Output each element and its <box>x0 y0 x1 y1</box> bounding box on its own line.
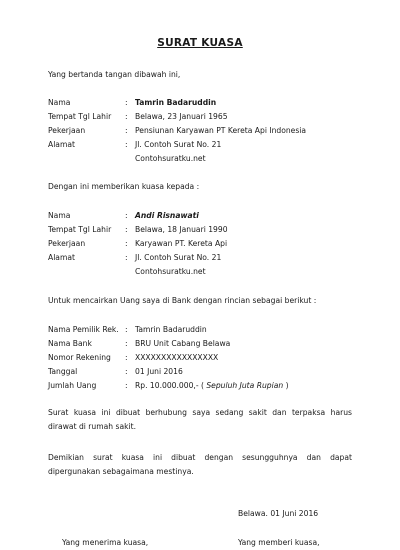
bank-name-value: BRU Unit Cabang Belawa <box>135 339 231 348</box>
amount-in-words: Sepuluh Juta Rupian <box>203 381 286 390</box>
grantor-address-value-line2: Contohsuratku.net <box>135 154 206 163</box>
amount-label: Jumlah Uang <box>48 381 97 390</box>
reason-paragraph: Surat kuasa ini dibuat berhubung saya sedang sakit dan terpaksa harus dirawat di rumah sakit. <box>48 408 352 431</box>
grantee-address-value: Jl. Contoh Surat No. 21 <box>135 253 222 262</box>
closing-paragraph: Demikian surat kuasa ini dibuat dengan sesungguhnya dan dapat dipergunakan sebagaimana mestinya. <box>48 453 352 476</box>
colon: : <box>125 126 128 135</box>
grantor-address-value: Jl. Contoh Surat No. 21 <box>135 140 222 149</box>
amount-close-paren: ) <box>285 381 289 390</box>
colon: : <box>125 140 128 149</box>
colon: : <box>125 339 128 348</box>
colon: : <box>125 253 128 262</box>
document-title: SURAT KUASA <box>157 37 243 49</box>
colon: : <box>125 325 128 334</box>
receiver-signature-label: Yang menerima kuasa, <box>62 538 149 547</box>
amount-value <box>135 381 289 391</box>
grantor-birth-value: Belawa, 23 Januari 1965 <box>135 112 228 121</box>
date-value: 01 Juni 2016 <box>135 367 183 376</box>
grantor-name-label: Nama <box>48 98 71 107</box>
account-number-value: XXXXXXXXXXXXXXXX <box>135 353 219 362</box>
grantee-name-value: Andi Risnawati <box>135 211 199 220</box>
colon: : <box>125 225 128 234</box>
grantee-address-value-line2: Contohsuratku.net <box>135 267 206 276</box>
bank-name-label: Nama Bank <box>48 339 92 348</box>
grantee-birth-label: Tempat Tgl Lahir <box>48 225 112 234</box>
grantor-birth-label: Tempat Tgl Lahir <box>48 112 112 121</box>
colon: : <box>125 367 128 376</box>
colon: : <box>125 98 128 107</box>
grant-statement: Dengan ini memberikan kuasa kepada : <box>48 182 200 191</box>
grantee-job-value: Karyawan PT. Kereta Api <box>135 239 228 248</box>
intro-text: Yang bertanda tangan dibawah ini, <box>48 70 181 79</box>
colon: : <box>125 239 128 248</box>
grantee-name-label: Nama <box>48 211 71 220</box>
amount-number: Rp. 10.000.000,- ( <box>135 381 204 390</box>
grantee-birth-value: Belawa, 18 Januari 1990 <box>135 225 228 234</box>
date-label: Tanggal <box>48 367 78 376</box>
purpose-text: Untuk mencairkan Uang saya di Bank dengan rincian sebagai berikut : <box>48 296 317 305</box>
account-number-label: Nomor Rekening <box>48 353 111 362</box>
account-owner-value: Tamrin Badaruddin <box>135 325 207 334</box>
grantor-job-value: Pensiunan Karyawan PT Kereta Api Indonesia <box>135 126 307 135</box>
colon: : <box>125 211 128 220</box>
grantor-job-label: Pekerjaan <box>48 126 86 135</box>
giver-signature-label: Yang memberi kuasa, <box>238 538 320 547</box>
colon: : <box>125 112 128 121</box>
grantor-name-value: Tamrin Badaruddin <box>135 98 217 107</box>
grantor-address-label: Alamat <box>48 140 75 149</box>
colon: : <box>125 353 128 362</box>
place-date: Belawa. 01 Juni 2016 <box>238 509 319 518</box>
grantee-address-label: Alamat <box>48 253 75 262</box>
account-owner-label: Nama Pemilik Rek. <box>48 325 119 334</box>
colon: : <box>125 381 128 390</box>
grantee-job-label: Pekerjaan <box>48 239 86 248</box>
